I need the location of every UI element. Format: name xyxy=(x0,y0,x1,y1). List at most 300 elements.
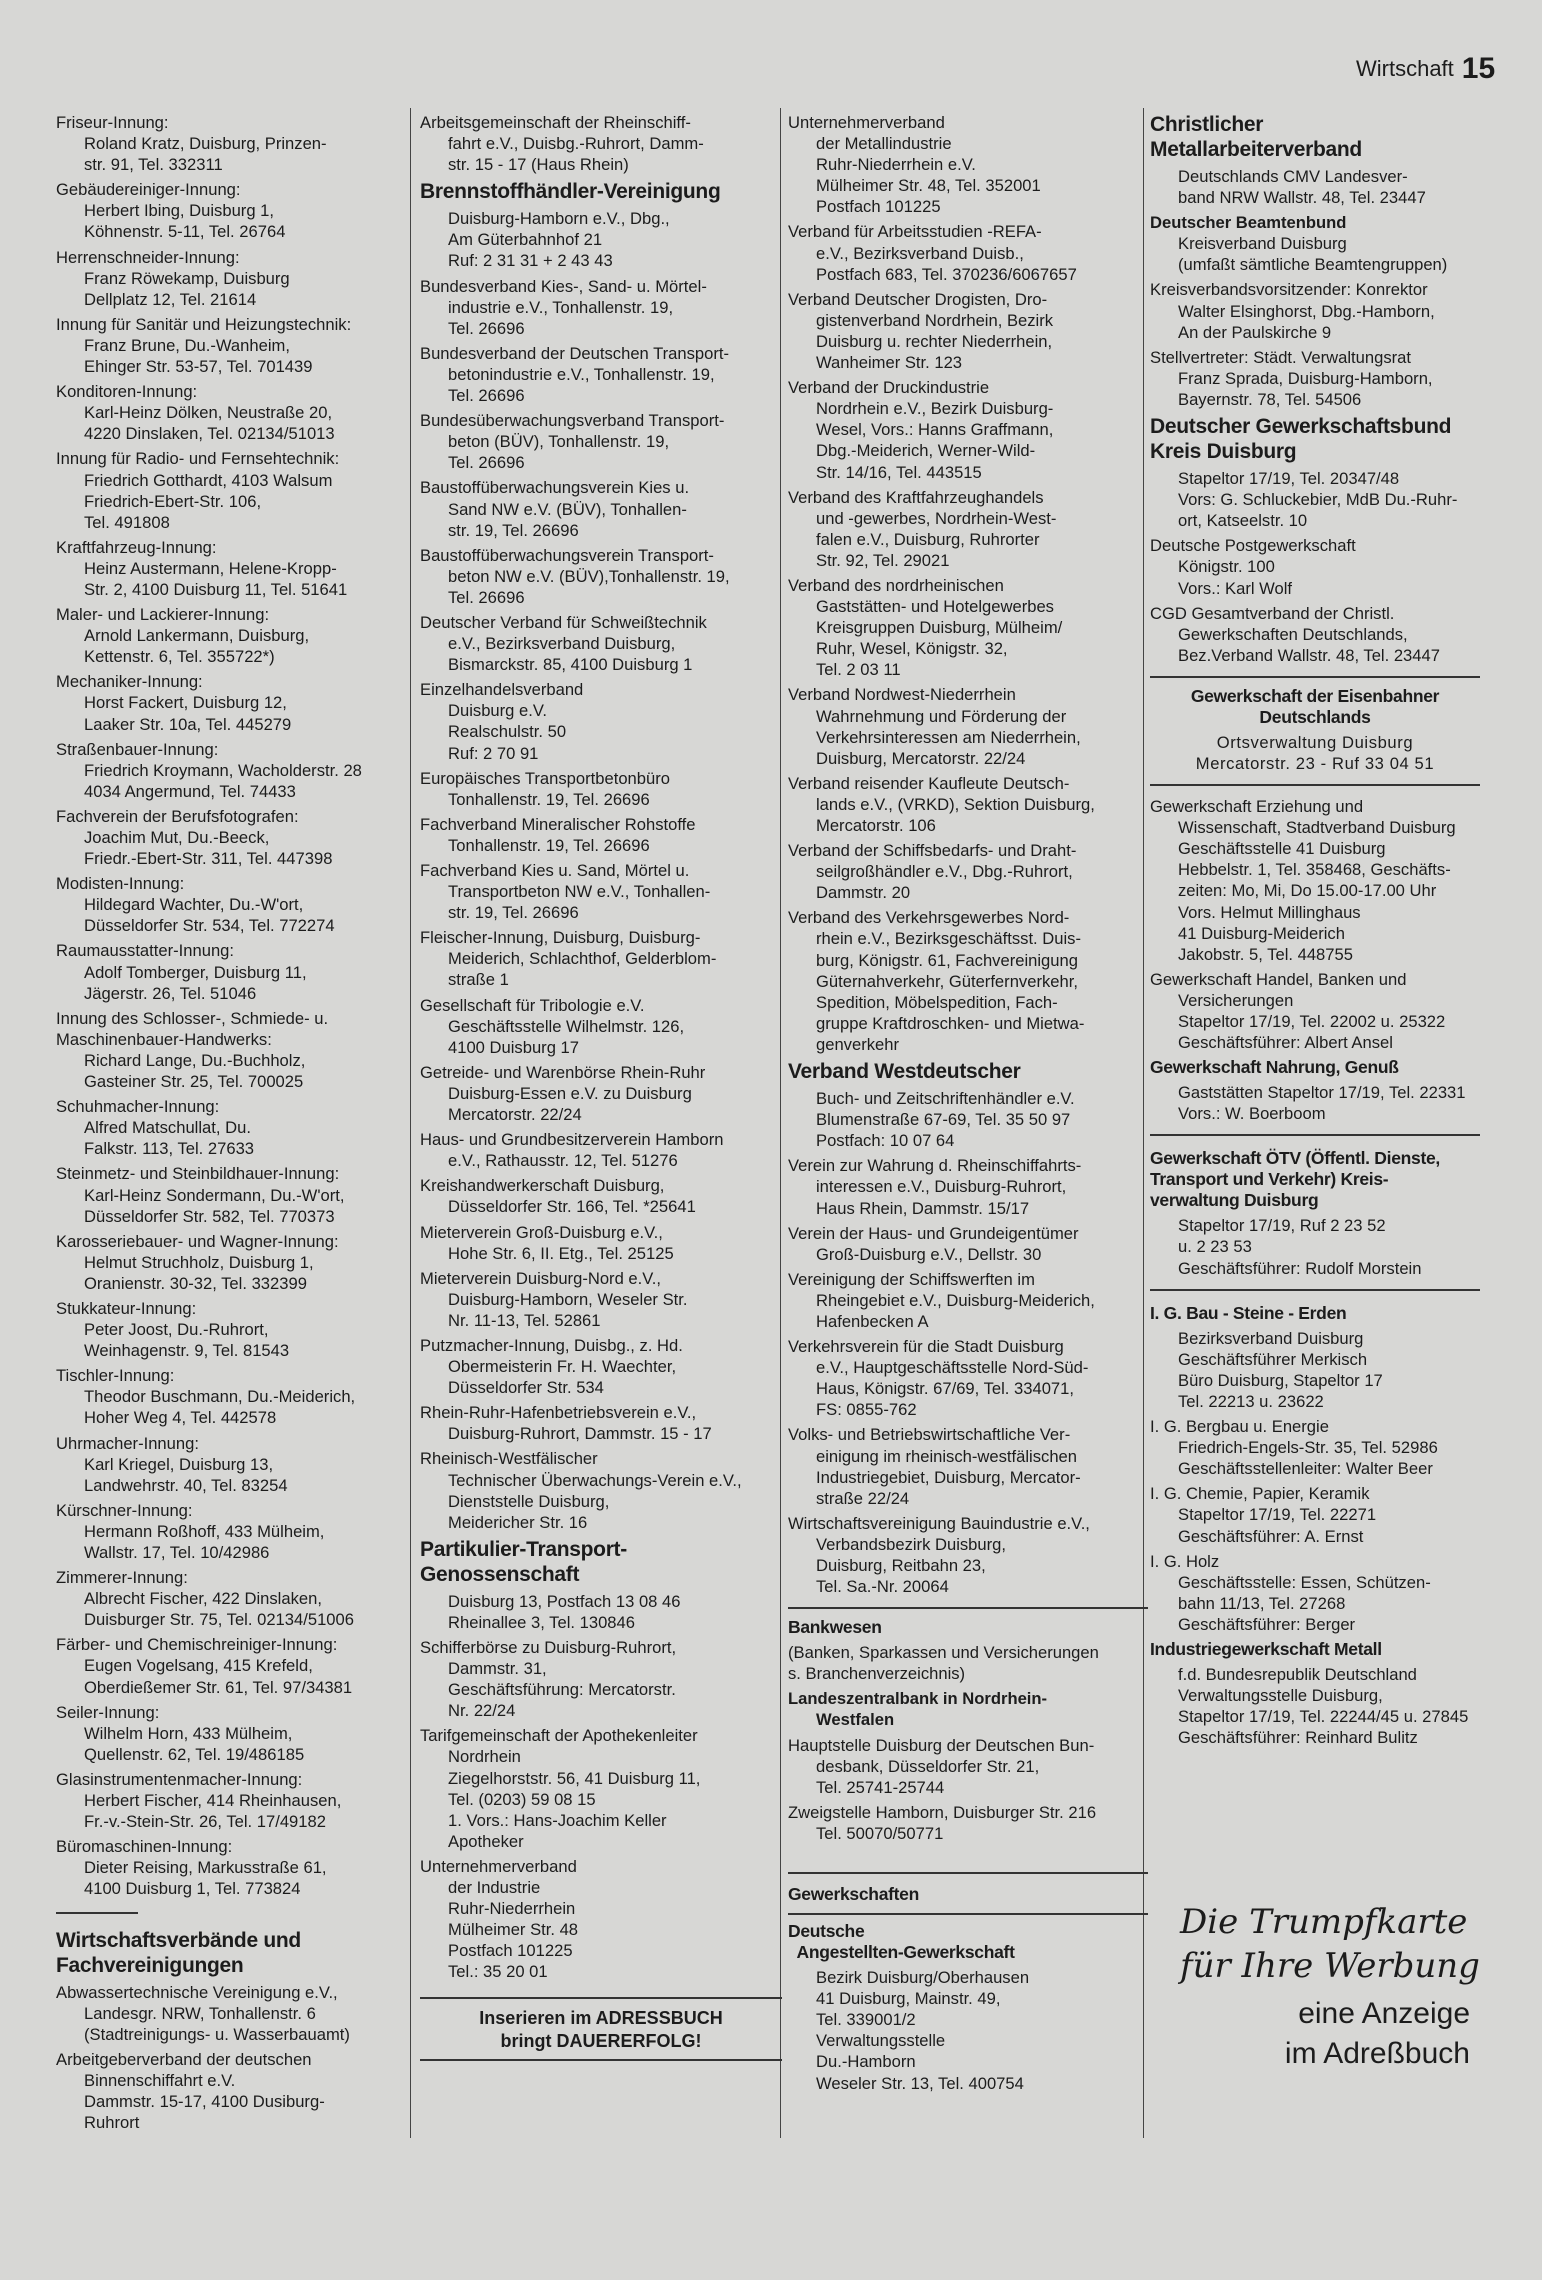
entry-body: Karl Kriegel, Duisburg 13, Landwehrstr. 40, Tel. 83254 xyxy=(84,1454,288,1495)
entry-title: Maler- und Lackierer-Innung: xyxy=(56,605,270,625)
entry-title: Deutscher Verband für Schweißtechnik xyxy=(420,612,707,632)
entry-list xyxy=(788,112,1148,1055)
column-1 xyxy=(56,112,406,2137)
directory-entry xyxy=(420,1129,782,1171)
entry-title: Getreide- und Warenbörse Rhein-Ruhr xyxy=(420,1062,706,1082)
entry-body: Transportbeton NW e.V., Tonhallen- str. 19, Tel. 26696 xyxy=(448,882,711,923)
entry-body: Wahrnehmung und Förderung der Verkehrsinteressen am Niederrhein, Duisburg, Mercatorstr. 22/24 xyxy=(816,706,1081,768)
directory-entry xyxy=(1150,279,1480,342)
ad-script-line-1: Die Trumpfkarte xyxy=(1180,1902,1468,1942)
entry-title: CGD Gesamtverband der Christl. xyxy=(1150,603,1395,623)
directory-entry xyxy=(420,995,782,1058)
entry-title: Verein zur Wahrung d. Rheinschiffahrts- xyxy=(788,1156,1082,1176)
directory-entry xyxy=(420,860,782,923)
entry-body: Arnold Lankermann, Duisburg, Kettenstr. 6, Tel. 355722*) xyxy=(84,626,310,667)
entry-title: Tischler-Innung: xyxy=(56,1366,175,1386)
section-rule xyxy=(1150,1289,1480,1291)
entry-title: Zweigstelle Hamborn, Duisburger Str. 216 xyxy=(788,1802,1097,1822)
directory-entry xyxy=(420,1448,782,1532)
ad-script-line-2: für Ihre Werbung xyxy=(1180,1946,1480,1986)
entry-title: Fachverein der Berufsfotografen: xyxy=(56,806,299,826)
page-number: 15 xyxy=(1461,52,1496,85)
directory-entry xyxy=(420,1268,782,1331)
entry-body: Stapeltor 17/19, Tel. 22271 Geschäftsführer: A. Ernst xyxy=(1178,1505,1377,1546)
directory-entry xyxy=(56,671,406,734)
directory-entry xyxy=(56,448,406,532)
entry-title: Unternehmerverband xyxy=(420,1856,577,1876)
entry-title: Innung für Radio- und Fernsehtechnik: xyxy=(56,449,340,469)
directory-entry xyxy=(420,1222,782,1264)
directory-entry xyxy=(56,1702,406,1765)
directory-entry xyxy=(1150,347,1480,410)
directory-entry xyxy=(788,684,1148,768)
directory-entry xyxy=(56,806,406,869)
directory-entry xyxy=(56,1298,406,1361)
entry-list xyxy=(1150,279,1480,410)
entry-title: Fachverband Mineralischer Rohstoffe xyxy=(420,814,696,834)
entry-title: Gewerkschaft Handel, Banken und xyxy=(1150,969,1407,989)
entry-title: Rhein-Ruhr-Hafenbetriebsverein e.V., xyxy=(420,1403,697,1423)
directory-entry xyxy=(788,1735,1148,1798)
entry-title: Mieterverein Groß-Duisburg e.V., xyxy=(420,1222,663,1242)
entry-title: Schuhmacher-Innung: xyxy=(56,1097,220,1117)
entry-title: Raumausstatter-Innung: xyxy=(56,941,235,961)
section-title: Wirtschaft xyxy=(1356,56,1454,81)
directory-entry xyxy=(56,247,406,310)
entry-body: Heinz Austermann, Helene-Kropp- Str. 2, 4100 Duisburg 11, Tel. 51641 xyxy=(84,558,348,599)
entry-body: Ortsverwaltung Duisburg Mercatorstr. 23 - Ruf 33 04 51 xyxy=(1195,732,1435,773)
entry-body: Gaststätten- und Hotelgewerbes Kreisgruppen Duisburg, Mülheim/ Ruhr, Wesel, Königstr. 32, Tel. 2 03 11 xyxy=(816,597,1063,680)
entry-body: Binnenschiffahrt e.V. Dammstr. 15-17, 4100 Dusiburg- Ruhrort xyxy=(84,2070,325,2133)
entry-body: Duisburg-Ruhrort, Dammstr. 15 - 17 xyxy=(448,1424,712,1444)
directory-entry xyxy=(788,487,1148,571)
entry-body: Karl-Heinz Sondermann, Du.-W'ort, Düsseldorfer Str. 582, Tel. 770373 xyxy=(84,1185,345,1226)
directory-entry xyxy=(420,612,782,675)
advertisement xyxy=(1180,1900,1480,2074)
entry-title: Kürschner-Innung: xyxy=(56,1500,193,1520)
directory-entry xyxy=(788,377,1148,482)
entry-title: Friseur-Innung: xyxy=(56,113,169,132)
directory-entry xyxy=(420,1175,782,1217)
directory-entry xyxy=(420,814,782,856)
entry-title: Mieterverein Duisburg-Nord e.V., xyxy=(420,1268,662,1288)
directory-entry xyxy=(56,604,406,667)
entry-title: Einzelhandelsverband xyxy=(420,680,584,700)
entry-title: Färber- und Chemischreiniger-Innung: xyxy=(56,1635,338,1655)
entry-body: Hermann Roßhoff, 433 Mülheim, Wallstr. 17, Tel. 10/42986 xyxy=(84,1521,325,1562)
directory-entry xyxy=(420,343,782,406)
entry-body: einigung im rheinisch-westfälischen Industriegebiet, Duisburg, Mercator- straße 22/24 xyxy=(816,1446,1081,1508)
entry-title: Gebäudereiniger-Innung: xyxy=(56,180,241,200)
entry-body: Herbert Fischer, 414 Rheinhausen, Fr.-v.-Stein-Str. 26, Tel. 17/49182 xyxy=(84,1791,342,1832)
entry-title: Verband für Arbeitsstudien -REFA- xyxy=(788,222,1042,242)
entry-title: Verband reisender Kaufleute Deutsch- xyxy=(788,773,1070,793)
entry-body: Tonhallenstr. 19, Tel. 26696 xyxy=(448,835,650,855)
entry-title: Deutscher Beamtenbund xyxy=(1150,213,1347,233)
entry-title: Volks- und Betriebswirtschaftliche Ver- xyxy=(788,1425,1071,1445)
entry-title: Bundesüberwachungsverband Transport- xyxy=(420,411,725,431)
entry-title: Steinmetz- und Steinbildhauer-Innung: xyxy=(56,1164,340,1184)
heading-ngg: Gewerkschaft Nahrung, Genuß xyxy=(1150,1057,1399,1078)
entry-body: Geschäftsstelle: Essen, Schützen- bahn 11/13, Tel. 27268 Geschäftsführer: Berger xyxy=(1178,1572,1431,1634)
heading-otv: Gewerkschaft ÖTV (Öffentl. Dienste, Transport und Verkehr) Kreis- verwaltung Duisburg xyxy=(1150,1148,1440,1211)
column-2 xyxy=(420,112,782,2061)
directory-entry xyxy=(56,1231,406,1294)
directory-entry xyxy=(420,1856,782,1983)
entry-title: Putzmacher-Innung, Duisbg., z. Hd. xyxy=(420,1335,683,1355)
directory-entry xyxy=(420,1335,782,1398)
heading-ig-bau: I. G. Bau - Steine - Erden xyxy=(1150,1302,1347,1323)
entry-body: Duisburg 13, Postfach 13 08 46 Rheinallee 3, Tel. 130846 xyxy=(448,1591,681,1632)
entry-title: I. G. Chemie, Papier, Keramik xyxy=(1150,1484,1370,1504)
entry-title: Verkehrsverein für die Stadt Duisburg xyxy=(788,1337,1064,1357)
directory-entry xyxy=(56,1365,406,1428)
entry-title: Wirtschaftsvereinigung Bauindustrie e.V., xyxy=(788,1513,1090,1533)
entry-body: Wilhelm Horn, 433 Mülheim, Quellenstr. 62, Tel. 19/486185 xyxy=(84,1723,305,1764)
entry-title: Vereinigung der Schiffswerften im xyxy=(788,1269,1035,1289)
entry-title: Baustoffüberwachungsverein Kies u. xyxy=(420,478,690,498)
entry-body: und -gewerbes, Nordrhein-West- falen e.V., Duisburg, Ruhrorter Str. 92, Tel. 29021 xyxy=(816,508,1057,570)
entry-title: Verband Nordwest-Niederrhein xyxy=(788,685,1016,705)
entry-list xyxy=(420,112,782,175)
directory-entry xyxy=(56,1634,406,1697)
directory-entry xyxy=(56,940,406,1003)
entry-title: I. G. Holz xyxy=(1150,1551,1220,1571)
directory-entry xyxy=(420,768,782,810)
directory-entry xyxy=(420,276,782,339)
directory-entry xyxy=(56,537,406,600)
directory-entry xyxy=(56,314,406,377)
directory-entry xyxy=(420,1725,782,1852)
entry-body: Duisburg-Hamborn, Weseler Str. Nr. 11-13, Tel. 52861 xyxy=(448,1289,688,1330)
entry-body: Tonhallenstr. 19, Tel. 26696 xyxy=(448,789,650,809)
entry-body: f.d. Bundesrepublik Deutschland Verwaltungsstelle Duisburg, Stapeltor 17/19, Tel. 22244/45 u. 27845 Geschäftsführer: Reinhard Bulitz xyxy=(1178,1664,1469,1748)
ad-line-3: eine Anzeige xyxy=(1298,1997,1470,2030)
entry-title: Innung für Sanitär und Heizungstechnik: xyxy=(56,314,352,334)
heading-cmv: Christlicher Metallarbeiterverband xyxy=(1150,113,1362,161)
entry-title: Gesellschaft für Tribologie e.V. xyxy=(420,995,645,1015)
directory-entry xyxy=(56,1769,406,1832)
entry-title: Baustoffüberwachungsverein Transport- xyxy=(420,545,714,565)
entry-body: Gewerkschaften Deutschlands, Bez.Verband Wallstr. 48, Tel. 23447 xyxy=(1178,624,1440,665)
directory-entry xyxy=(56,1163,406,1226)
entry-body: Sand NW e.V. (BÜV), Tonhallen- str. 19, Tel. 26696 xyxy=(448,499,687,540)
entry-body: gistenverband Nordrhein, Bezirk Duisburg u. rechter Niederrhein, Wanheimer Str. 123 xyxy=(816,310,1054,373)
entry-body: beton (BÜV), Tonhallenstr. 19, Tel. 26696 xyxy=(448,432,670,473)
entry-body: Obermeisterin Fr. H. Waechter, Düsseldorfer Str. 534 xyxy=(448,1357,677,1398)
entry-body: industrie e.V., Tonhallenstr. 19, Tel. 26696 xyxy=(448,297,674,338)
entry-body: Franz Brune, Du.-Wanheim, Ehinger Str. 53-57, Tel. 701439 xyxy=(84,335,313,377)
entry-body: fahrt e.V., Duisbg.-Ruhrort, Damm- str. 15 - 17 (Haus Rhein) xyxy=(448,134,704,175)
directory-entry xyxy=(788,1802,1148,1844)
directory-entry xyxy=(1150,969,1480,1053)
entry-title: Verband Deutscher Drogisten, Dro- xyxy=(788,289,1048,309)
entry-body: Nordrhein Ziegelhorststr. 56, 41 Duisburg 11, Tel. (0203) 59 08 15 1. Vors.: Hans-Joachim Keller Apotheker xyxy=(448,1747,701,1851)
entry-body: Friedrich-Engels-Str. 35, Tel. 52986 Geschäftsstellenleiter: Walter Beer xyxy=(1178,1438,1438,1479)
entry-title: Europäisches Transportbetonbüro xyxy=(420,768,670,788)
directory-entry xyxy=(1150,1551,1480,1635)
entry-title: Tarifgemeinschaft der Apothekenleiter xyxy=(420,1726,698,1746)
promo-box: Inserieren im ADRESSBUCH bringt DAUERERFOLG! xyxy=(420,1997,782,2061)
heading-dag: Deutsche Angestellten-Gewerkschaft xyxy=(788,1921,1015,1963)
entry-body: Dammstr. 31, Geschäftsführung: Mercatorstr. Nr. 22/24 xyxy=(448,1659,676,1721)
entry-body: Meiderich, Schlachthof, Gelderblom- straße 1 xyxy=(448,949,717,990)
entry-title: Rheinisch-Westfälischer xyxy=(420,1449,598,1469)
entry-body: interessen e.V., Duisburg-Ruhrort, Haus Rhein, Dammstr. 15/17 xyxy=(816,1177,1067,1218)
entry-title: Büromaschinen-Innung: xyxy=(56,1837,233,1857)
entry-body: Albrecht Fischer, 422 Dinslaken, Duisburger Str. 75, Tel. 02134/51006 xyxy=(84,1589,354,1630)
entry-body: Buch- und Zeitschriftenhändler e.V. Blumenstraße 67-69, Tel. 35 50 97 Postfach: 10 07 64 xyxy=(816,1089,1075,1151)
entry-title: Haus- und Grundbesitzerverein Hamborn xyxy=(420,1130,724,1150)
entry-body: Adolf Tomberger, Duisburg 11, Jägerstr. 26, Tel. 51046 xyxy=(84,962,307,1003)
directory-entry xyxy=(788,1155,1148,1218)
entry-title: Verband des Verkehrsgewerbes Nord- xyxy=(788,908,1070,928)
entry-title: I. G. Bergbau u. Energie xyxy=(1150,1417,1329,1437)
directory-entry xyxy=(56,1433,406,1496)
directory-entry xyxy=(56,179,406,242)
entry-title: Kreishandwerkerschaft Duisburg, xyxy=(420,1176,665,1196)
entry-body: Horst Fackert, Duisburg 12, Laaker Str. 10a, Tel. 445279 xyxy=(84,693,292,734)
column-divider xyxy=(410,108,411,2138)
entry-body: Hohe Str. 6, II. Etg., Tel. 25125 xyxy=(448,1243,674,1263)
entry-body: seilgroßhändler e.V., Dbg.-Ruhrort, Dammstr. 20 xyxy=(816,862,1073,903)
entry-body: Franz Röwekamp, Duisburg Dellplatz 12, Tel. 21614 xyxy=(84,268,290,309)
entry-title: Straßenbauer-Innung: xyxy=(56,739,219,759)
entry-body: Karl-Heinz Dölken, Neustraße 20, 4220 Dinslaken, Tel. 02134/51013 xyxy=(84,403,335,444)
directory-entry xyxy=(420,679,782,763)
entry-title: Deutsche Postgewerkschaft xyxy=(1150,536,1356,556)
entry-title: Verband des nordrheinischen xyxy=(788,575,1004,595)
entry-body: Eugen Vogelsang, 415 Krefeld, Oberdießemer Str. 61, Tel. 97/34381 xyxy=(84,1656,353,1697)
entry-body: Richard Lange, Du.-Buchholz, Gasteiner Str. 25, Tel. 700025 xyxy=(84,1050,306,1092)
entry-title: Landeszentralbank in Nordrhein- xyxy=(788,1689,1048,1709)
entry-body: der Industrie Ruhr-Niederrhein Mülheimer Str. 48 Postfach 101225 Tel.: 35 20 01 xyxy=(448,1878,579,1982)
entry-title: Glasinstrumentenmacher-Innung: xyxy=(56,1769,303,1789)
directory-entry xyxy=(788,1336,1148,1420)
entry-title: Innung des Schlosser-, Schmiede- u. Maschinenbauer-Handwerks: xyxy=(56,1008,329,1049)
entry-body: desbank, Düsseldorfer Str. 21, Tel. 25741-25744 xyxy=(816,1756,1040,1797)
entry-title: Zimmerer-Innung: xyxy=(56,1568,188,1588)
entry-body: Duisburg e.V. Realschulstr. 50 Ruf: 2 70 91 xyxy=(448,701,567,763)
bank-note: (Banken, Sparkassen und Versicherungen s. Branchenverzeichnis) xyxy=(788,1643,1099,1684)
directory-entry xyxy=(788,1223,1148,1265)
entry-body: e.V., Bezirksverband Duisb., Postfach 683, Tel. 370236/6067657 xyxy=(816,243,1077,284)
entry-title: Karosseriebauer- und Wagner-Innung: xyxy=(56,1231,339,1251)
directory-entry xyxy=(56,1836,406,1899)
entry-list xyxy=(420,1637,782,1983)
entry-body: Deutschlands CMV Landesver- band NRW Wallstr. 48, Tel. 23447 xyxy=(1178,167,1426,208)
ad-line-4: im Adreßbuch xyxy=(1284,2037,1470,2070)
directory-entry xyxy=(788,289,1148,373)
directory-entry xyxy=(788,221,1148,284)
directory-entry xyxy=(788,112,1148,217)
entry-title: Verband der Schiffsbedarfs- und Draht- xyxy=(788,841,1077,861)
section-rule xyxy=(788,1607,1148,1609)
heading-ig-metall: Industriegewerkschaft Metall xyxy=(1150,1638,1382,1659)
directory-entry xyxy=(56,2049,406,2133)
entry-title: Verband des Kraftfahrzeughandels xyxy=(788,487,1044,507)
entry-body: Versicherungen Stapeltor 17/19, Tel. 22002 u. 25322 Geschäftsführer: Albert Ansel xyxy=(1178,990,1446,1053)
entry-body: Herbert Ibing, Duisburg 1, Köhnenstr. 5-11, Tel. 26764 xyxy=(84,201,286,242)
directory-entry xyxy=(788,907,1148,1055)
column-4 xyxy=(1150,112,1480,1752)
entry-list xyxy=(1150,1416,1480,1635)
entry-title: Stukkateur-Innung: xyxy=(56,1298,197,1318)
directory-entry xyxy=(420,477,782,540)
entry-body: beton NW e.V. (BÜV),Tonhallenstr. 19, Tel. 26696 xyxy=(448,566,730,607)
entry-body: Technischer Überwachungs-Verein e.V., Dienststelle Duisburg, Meidericher Str. 16 xyxy=(448,1470,742,1532)
entry-body: Gaststätten Stapeltor 17/19, Tel. 22331 Vors.: W. Boerboom xyxy=(1178,1083,1466,1124)
heading-partikulier: Partikulier-Transport-Genossenschaft xyxy=(420,1537,627,1586)
entry-title: Abwassertechnische Vereinigung e.V., xyxy=(56,1982,338,2002)
section-rule xyxy=(1150,676,1480,678)
entry-title: Bundesverband der Deutschen Transport- xyxy=(420,343,730,363)
entry-list xyxy=(1150,535,1480,666)
entry-title: Kraftfahrzeug-Innung: xyxy=(56,537,217,557)
page-header xyxy=(1356,52,1495,86)
directory-entry xyxy=(420,927,782,990)
directory-entry xyxy=(56,1096,406,1159)
directory-entry xyxy=(420,1062,782,1125)
directory-entry xyxy=(1150,1483,1480,1546)
directory-entry xyxy=(420,1637,782,1721)
entry-body: lands e.V., (VRKD), Sektion Duisburg, Mercatorstr. 106 xyxy=(816,794,1095,835)
directory-entry xyxy=(56,1982,406,2045)
innungen-list xyxy=(56,112,406,1900)
entry-body: Hildegard Wachter, Du.-W'ort, Düsseldorfer Str. 534, Tel. 772274 xyxy=(84,895,335,936)
entry-body: Alfred Matschullat, Du. Falkstr. 113, Tel. 27633 xyxy=(84,1118,255,1159)
entry-title: Verein der Haus- und Grundeigentümer xyxy=(788,1223,1079,1243)
entry-body: Stapeltor 17/19, Ruf 2 23 52 u. 2 23 53 Geschäftsführer: Rudolf Morstein xyxy=(1178,1216,1422,1278)
section-rule xyxy=(788,1913,1148,1915)
entry-list xyxy=(788,1155,1148,1597)
section-rule xyxy=(56,1912,138,1914)
entry-body: Friedrich Kroymann, Wacholderstr. 28 4034 Angermund, Tel. 74433 xyxy=(84,760,362,801)
directory-entry xyxy=(420,410,782,473)
entry-body: Düsseldorfer Str. 166, Tel. *25641 xyxy=(448,1197,696,1217)
entry-body: Roland Kratz, Duisburg, Prinzen- str. 91, Tel. 332311 xyxy=(84,134,327,175)
entry-body: Königstr. 100 Vors.: Karl Wolf xyxy=(1178,557,1293,598)
directory-entry xyxy=(56,873,406,936)
heading-gewerkschaften: Gewerkschaften xyxy=(788,1884,919,1905)
entry-title: Seiler-Innung: xyxy=(56,1702,160,1722)
directory-entry xyxy=(56,112,406,175)
heading-bankwesen: Bankwesen xyxy=(788,1617,882,1638)
directory-entry xyxy=(56,739,406,802)
directory-entry xyxy=(788,773,1148,836)
entry-body: Walter Elsinghorst, Dbg.-Hamborn, An der Paulskirche 9 xyxy=(1178,301,1435,342)
entry-body: betonindustrie e.V., Tonhallenstr. 19, Tel. 26696 xyxy=(448,364,715,406)
directory-entry xyxy=(788,840,1148,903)
directory-entry xyxy=(56,1500,406,1563)
entry-title: Kreisverbandsvorsitzender: Konrektor xyxy=(1150,280,1428,300)
entry-title: Arbeitsgemeinschaft der Rheinschiff- xyxy=(420,113,691,132)
entry-title: Herrenschneider-Innung: xyxy=(56,247,240,267)
column-3 xyxy=(788,112,1148,2098)
directory-entry xyxy=(1150,535,1480,598)
entry-body: der Metallindustrie Ruhr-Niederrhein e.V. Mülheimer Str. 48, Tel. 352001 Postfach 101225 xyxy=(816,134,1041,217)
entry-body: Tel. 50070/50771 xyxy=(816,1823,944,1843)
directory-entry xyxy=(420,1402,782,1444)
verbaende-list xyxy=(56,1982,406,2134)
directory-entry xyxy=(420,112,782,175)
section-rule xyxy=(1150,1134,1480,1136)
entry-title: Gewerkschaft Erziehung und xyxy=(1150,797,1364,817)
entry-title: Arbeitgeberverband der deutschen xyxy=(56,2049,312,2069)
directory-entry xyxy=(420,545,782,608)
directory-entry xyxy=(788,575,1148,680)
entry-list xyxy=(420,276,782,1533)
entry-body: e.V., Rathausstr. 12, Tel. 51276 xyxy=(448,1151,678,1171)
entry-body: rhein e.V., Bezirksgeschäftsst. Duis- burg, Königstr. 61, Fachvereinigung Güternahverkehr, Güterfernverkehr, Spedition, Möbelspedition, Fach- gruppe Kraftdroschken- und Mietwa- genverkehr xyxy=(816,929,1085,1054)
entry-body: Groß-Duisburg e.V., Dellstr. 30 xyxy=(816,1244,1042,1264)
entry-body: Stapeltor 17/19, Tel. 20347/48 Vors: G. Schluckebier, MdB Du.-Ruhr- ort, Katseelstr. 10 xyxy=(1178,469,1458,531)
heading-brennstoffhaendler: Brennstoffhändler-Vereinigung xyxy=(420,180,721,204)
heading-verband-westdeutscher: Verband Westdeutscher xyxy=(788,1060,1021,1084)
entry-body: Theodor Buschmann, Du.-Meiderich, Hoher Weg 4, Tel. 442578 xyxy=(84,1387,356,1428)
directory-entry xyxy=(1150,1416,1480,1479)
heading-dgb: Deutscher Gewerkschaftsbund Kreis Duisburg xyxy=(1150,415,1452,464)
directory-entry xyxy=(788,1424,1148,1508)
entry-title: Stellvertreter: Städt. Verwaltungsrat xyxy=(1150,347,1412,367)
entry-title: Bundesverband Kies-, Sand- u. Mörtel- xyxy=(420,276,707,296)
entry-title: Modisten-Innung: xyxy=(56,874,185,894)
entry-body: Franz Sprada, Duisburg-Hamborn, Bayernstr. 78, Tel. 54506 xyxy=(1178,368,1433,409)
directory-entry xyxy=(56,1567,406,1630)
entry-body: Joachim Mut, Du.-Beeck, Friedr.-Ebert-Str. 311, Tel. 447398 xyxy=(84,828,333,869)
entry-body: Friedrich Gotthardt, 4103 Walsum Friedrich-Ebert-Str. 106, Tel. 491808 xyxy=(84,470,333,532)
heading-eisenbahner: Gewerkschaft der Eisenbahner Deutschlands xyxy=(1190,685,1440,727)
entry-title: Mechaniker-Innung: xyxy=(56,672,203,692)
entry-title: Konditoren-Innung: xyxy=(56,382,198,402)
entry-body: e.V., Hauptgeschäftsstelle Nord-Süd- Haus, Königstr. 67/69, Tel. 334071, FS: 0855-762 xyxy=(816,1358,1089,1420)
entry-list xyxy=(788,1735,1148,1844)
section-rule xyxy=(788,1872,1148,1874)
entry-body: Nordrhein e.V., Bezirk Duisburg- Wesel, Vors.: Hanns Graffmann, Dbg.-Meiderich, Werner-Wild- Str. 14/16, Tel. 443515 xyxy=(816,399,1054,482)
entry-list xyxy=(1150,796,1480,1053)
directory-entry xyxy=(788,1269,1148,1332)
entry-body: Verbandsbezirk Duisburg, Duisburg, Reitbahn 23, Tel. Sa.-Nr. 20064 xyxy=(816,1534,1007,1597)
entry-body: Duisburg-Hamborn e.V., Dbg., Am Güterbahnhof 21 Ruf: 2 31 31 + 2 43 43 xyxy=(448,209,670,271)
entry-title: Hauptstelle Duisburg der Deutschen Bun- xyxy=(788,1735,1095,1755)
entry-title: Verband der Druckindustrie xyxy=(788,378,990,398)
entry-title: Schifferbörse zu Duisburg-Ruhrort, xyxy=(420,1638,677,1657)
entry-title: Fleischer-Innung, Duisburg, Duisburg- xyxy=(420,928,701,948)
entry-body: Duisburg-Essen e.V. zu Duisburg Mercatorstr. 22/24 xyxy=(448,1083,692,1125)
entry-body: Helmut Struchholz, Duisburg 1, Oranienstr. 30-32, Tel. 332399 xyxy=(84,1252,314,1293)
entry-body: Bezirksverband Duisburg Geschäftsführer Merkisch Büro Duisburg, Stapeltor 17 Tel. 22213 u. 23622 xyxy=(1178,1328,1383,1411)
section-rule xyxy=(1150,784,1480,786)
entry-body: Bezirk Duisburg/Oberhausen 41 Duisburg, Mainstr. 49, Tel. 339001/2 Verwaltungsstelle Du.-Hamborn Weseler Str. 13, Tel. 400754 xyxy=(816,1968,1030,2093)
directory-entry xyxy=(788,1513,1148,1597)
directory-entry xyxy=(56,381,406,444)
entry-body: Westfalen xyxy=(816,1710,895,1730)
section-heading-wirtschaftsverbaende: Wirtschaftsverbände und Fachvereinigungen xyxy=(56,1928,301,1977)
directory-entry xyxy=(56,1008,406,1092)
entry-body: e.V., Bezirksverband Duisburg, Bismarckstr. 85, 4100 Duisburg 1 xyxy=(448,634,693,675)
entry-body: Dieter Reising, Markusstraße 61, 4100 Duisburg 1, Tel. 773824 xyxy=(84,1858,327,1899)
entry-title: Uhrmacher-Innung: xyxy=(56,1433,199,1453)
directory-entry xyxy=(1150,603,1480,666)
entry-body: Rheingebiet e.V., Duisburg-Meiderich, Hafenbecken A xyxy=(816,1290,1095,1331)
entry-title: Unternehmerverband xyxy=(788,113,945,132)
directory-entry xyxy=(1150,796,1480,965)
entry-body: Geschäftsstelle Wilhelmstr. 126, 4100 Duisburg 17 xyxy=(448,1016,685,1057)
entry-body: Kreisverband Duisburg (umfaßt sämtliche Beamtengruppen) xyxy=(1178,234,1448,275)
entry-title: Fachverband Kies u. Sand, Mörtel u. xyxy=(420,861,690,880)
entry-body: Peter Joost, Du.-Ruhrort, Weinhagenstr. 9, Tel. 81543 xyxy=(84,1320,290,1361)
entry-body: Wissenschaft, Stadtverband Duisburg Geschäftsstelle 41 Duisburg Hebbelstr. 1, Tel. 358468, Geschäfts- zeiten: Mo, Mi, Do 15.00-17.00 Uhr Vors. Helmut Millinghaus 41 Duisburg-Meiderich Jakobstr. 5, Tel. 448755 xyxy=(1178,818,1456,964)
